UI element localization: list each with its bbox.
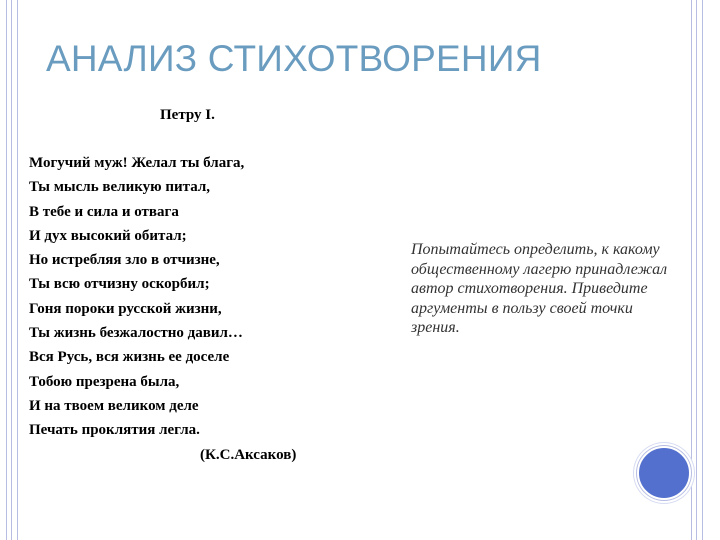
poem-line: И дух высокий обитал; (29, 227, 187, 244)
poem-line: Ты всю отчизну оскорбил; (29, 276, 210, 293)
poem-line: Могучий муж! Желал ты блага, (29, 155, 245, 171)
poem-line: И на твоем великом деле (29, 397, 199, 414)
poem-line: Вся Русь, вся жизнь ее доселе (29, 349, 230, 366)
poem-line: Ты жизнь безжалостно давил… (29, 325, 243, 342)
poem-heading: Петру I. (160, 107, 215, 123)
right-frame-decoration (691, 0, 703, 540)
poem-author: (К.С.Аксаков) (200, 446, 297, 463)
poem-line: Тобою презрена была, (29, 373, 180, 390)
poem-line: Гоня пороки русской жизни, (29, 300, 222, 317)
slide-title: АНАЛИЗ СТИХОТВОРЕНИЯ (46, 38, 542, 79)
poem-lines (29, 151, 369, 443)
decorative-circle (637, 446, 691, 500)
poem-line: В тебе и сила и отвага (29, 203, 179, 220)
poem-line: Ты мысль великую питал, (29, 179, 210, 196)
left-frame-decoration (6, 0, 18, 540)
poem-line: Печать проклятия легла. (29, 422, 200, 439)
task-prompt: Попытайтесь определить, к какому общественному лагерю принадлежал автор стихотворения. Приведите аргументы в пользу своей точки зрения. (411, 241, 668, 336)
poem-block (29, 103, 369, 467)
poem-line: Но истребляя зло в отчизне, (29, 252, 220, 269)
